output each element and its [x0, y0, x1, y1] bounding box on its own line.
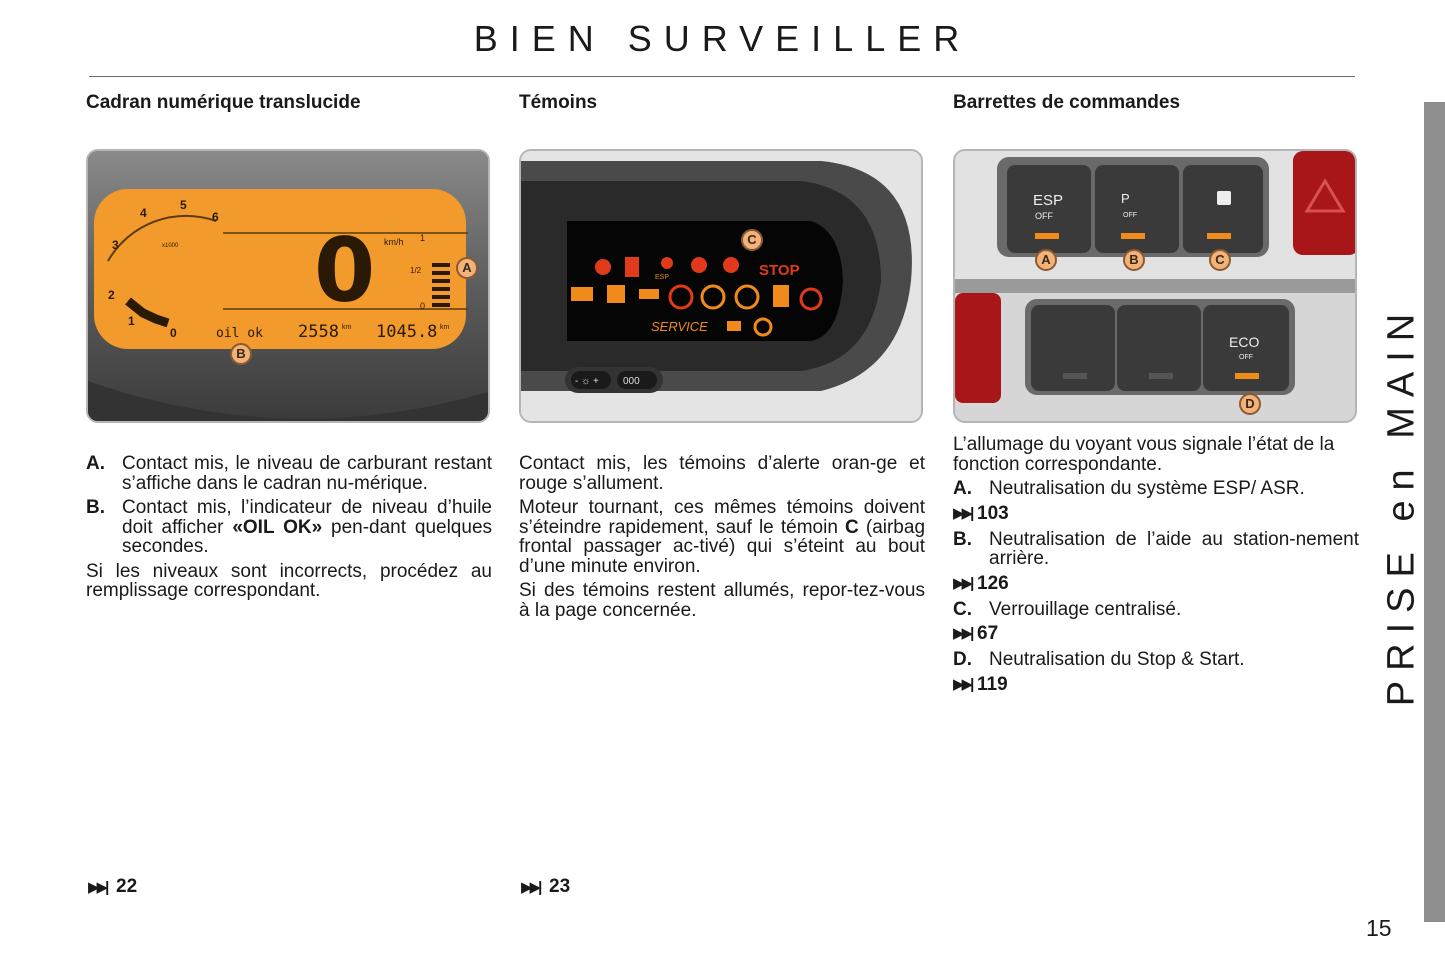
- svg-text:0: 0: [420, 301, 426, 311]
- paragraph: Moteur tournant, ces mêmes témoins doivent s’éteindre rapidement, sauf le témoin C (airbag frontal passager ac-tivé) qui s’éteint au bout d’une minute environ.: [519, 497, 926, 577]
- page-ref-link[interactable]: ▶▶| 126: [953, 572, 1009, 594]
- column-body: [953, 435, 1359, 701]
- svg-text:6: 6: [212, 210, 219, 224]
- marker-d: D: [1239, 393, 1261, 415]
- control-strips-photo: [953, 149, 1357, 423]
- column-heading: Barrettes de commandes: [953, 92, 1181, 113]
- svg-text:3: 3: [112, 238, 119, 252]
- svg-text:OFF: OFF: [1123, 212, 1137, 219]
- svg-text:ECO: ECO: [1229, 334, 1260, 350]
- list-item: B. Contact mis, l’indicateur de niveau d’huile doit afficher «OIL OK» pen-dant quelques secondes.: [86, 497, 493, 557]
- column-warning-lights: [519, 92, 926, 621]
- paragraph: Si des témoins restent allumés, repor-tez-vous à la page concernée.: [519, 580, 925, 621]
- marker-c: C: [741, 229, 763, 251]
- column-heading: Cadran numérique translucide: [86, 92, 361, 113]
- skip-forward-icon: ▶▶|: [953, 504, 972, 522]
- svg-text:000: 000: [623, 376, 640, 387]
- marker-b: B: [230, 343, 252, 365]
- column-control-strips: [953, 92, 1359, 695]
- svg-text:km: km: [440, 324, 450, 331]
- paragraph: L’allumage du voyant vous signale l’état de la fonction correspondante.: [953, 434, 1335, 475]
- svg-text:4: 4: [140, 206, 147, 220]
- svg-text:x1000: x1000: [162, 243, 179, 249]
- section-label: PRISE en MAIN: [1380, 303, 1423, 707]
- page-ref-link[interactable]: ▶▶| 103: [953, 502, 1009, 524]
- list-item: D. Neutralisation du Stop & Start.: [953, 649, 1245, 670]
- footer-page-ref[interactable]: ▶▶| 23: [521, 876, 571, 897]
- svg-text:ESP: ESP: [1033, 192, 1064, 209]
- svg-text:- ☼ +: - ☼ +: [575, 376, 599, 387]
- page-ref-link[interactable]: ▶▶| 119: [953, 673, 1008, 695]
- svg-text:0: 0: [170, 326, 177, 340]
- svg-text:1/2: 1/2: [410, 266, 422, 275]
- column-body: [519, 454, 925, 625]
- warning-lights-photo: [519, 149, 923, 423]
- section-tab-bar: [1424, 102, 1445, 922]
- list-item: B. Neutralisation de l’aide au station-nement arrière.: [953, 528, 1359, 569]
- list-item: C. Verrouillage centralisé.: [953, 598, 1182, 620]
- column-digital-dial: [86, 92, 493, 601]
- skip-forward-icon: ▶▶|: [953, 574, 972, 592]
- marker-b: B: [1123, 249, 1145, 271]
- service-label: SERVICE: [651, 319, 708, 334]
- list-item: A. Contact mis, le niveau de carburant restant s’affiche dans le cadran nu-mérique.: [86, 453, 492, 494]
- page-number: 15: [1366, 915, 1392, 941]
- trip-readout: 2558: [298, 322, 339, 342]
- list-item: A. Neutralisation du système ESP/ ASR.: [953, 478, 1305, 499]
- svg-text:km/h: km/h: [384, 237, 404, 247]
- svg-text:5: 5: [180, 198, 187, 212]
- skip-forward-icon: ▶▶|: [953, 625, 972, 643]
- control-strips-illustration: [955, 151, 1357, 423]
- instrument-cluster-illustration: [88, 151, 490, 423]
- svg-text:P: P: [1121, 191, 1130, 206]
- skip-forward-icon: ▶▶|: [521, 879, 540, 896]
- column-body: [86, 454, 492, 606]
- paragraph: Si les niveaux sont incorrects, procédez au remplissage correspondant.: [86, 560, 492, 601]
- svg-text:1: 1: [128, 314, 135, 328]
- stop-label: STOP: [759, 262, 800, 279]
- speed-readout: 0: [314, 219, 376, 322]
- svg-text:km: km: [342, 324, 352, 331]
- svg-text:OFF: OFF: [1035, 211, 1053, 221]
- title-divider: [89, 76, 1355, 77]
- footer-page-ref[interactable]: ▶▶| 22: [88, 876, 138, 897]
- paragraph: Contact mis, les témoins d’alerte oran-ge et rouge s’allument.: [519, 453, 925, 494]
- odometer-readout: 1045.8: [376, 322, 438, 342]
- dial-photo: [86, 149, 490, 423]
- page-title: BIEN SURVEILLER: [473, 18, 972, 59]
- svg-text:1: 1: [420, 233, 426, 243]
- warning-lights-illustration: [521, 151, 923, 423]
- svg-text:2: 2: [108, 288, 115, 302]
- oil-level-readout: oil ok: [216, 326, 263, 341]
- marker-a: A: [456, 257, 478, 279]
- svg-text:OFF: OFF: [1239, 354, 1253, 361]
- marker-a: A: [1035, 249, 1057, 271]
- marker-c: C: [1209, 249, 1231, 271]
- skip-forward-icon: ▶▶|: [88, 879, 107, 896]
- page-ref-link[interactable]: ▶▶| 67: [953, 623, 999, 645]
- skip-forward-icon: ▶▶|: [953, 675, 972, 693]
- column-heading: Témoins: [519, 92, 598, 113]
- svg-text:ESP: ESP: [655, 274, 670, 281]
